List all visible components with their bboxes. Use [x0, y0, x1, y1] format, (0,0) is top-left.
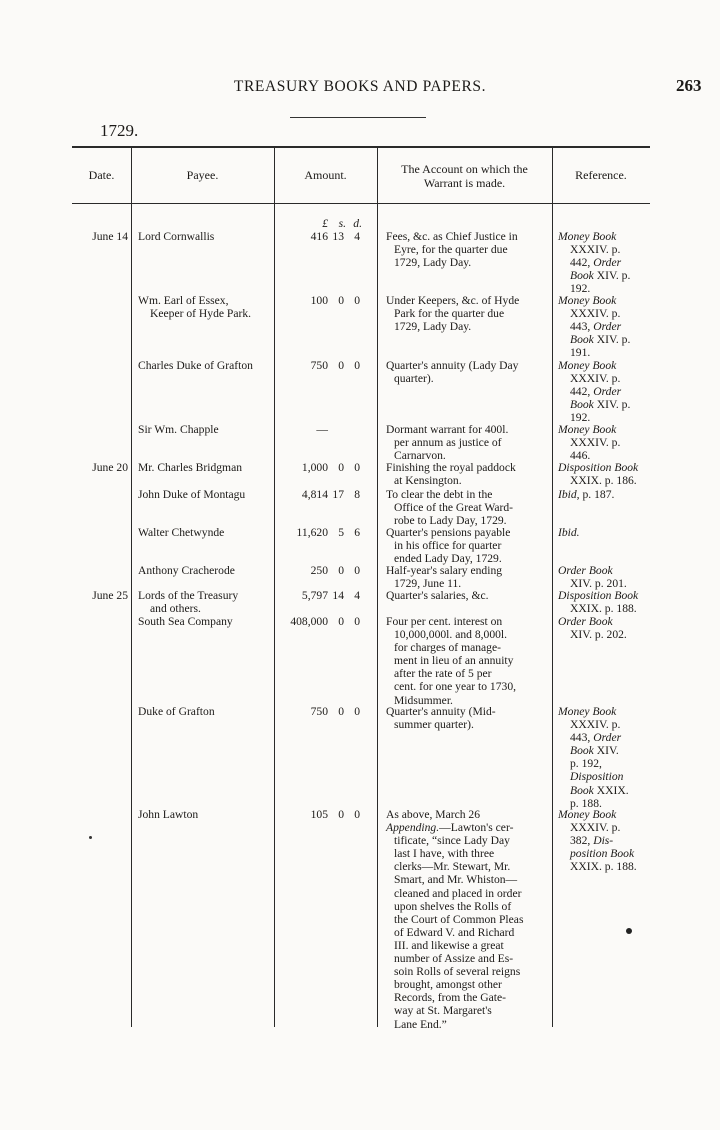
- column-rule: [131, 147, 132, 1027]
- unit-pence: d.: [353, 217, 362, 230]
- payee-line: Charles Duke of Grafton: [138, 359, 253, 372]
- reference-word: Order: [558, 564, 586, 577]
- reference-word: Disposition: [558, 589, 612, 602]
- reference-line: [558, 602, 651, 615]
- payee-line: Walter Chetwynde: [138, 526, 225, 539]
- row-date: June 14: [92, 230, 128, 243]
- reference-line: [558, 488, 651, 501]
- reference-line: [558, 564, 651, 577]
- table-header-rule: [72, 203, 650, 204]
- page-number: 263: [676, 76, 702, 95]
- row-account: [386, 461, 548, 487]
- payee-line: John Duke of Montagu: [138, 488, 246, 501]
- reference-line: [558, 847, 651, 860]
- reference-line: [558, 230, 651, 243]
- reference-word: XXIX.: [570, 474, 602, 488]
- account-line: Quarter's pensions payable: [386, 526, 511, 539]
- header-date: Date.: [88, 168, 115, 182]
- amount-pence: 0: [354, 615, 360, 628]
- account-line: Quarter's annuity (Lady Day: [386, 359, 519, 372]
- amount-pounds: 750: [310, 359, 328, 372]
- payee-line: and others.: [150, 602, 201, 616]
- reference-word: 187.: [594, 488, 615, 501]
- reference-word: p.: [621, 333, 631, 347]
- reference-word: Book: [592, 423, 617, 436]
- account-line: Lane End.”: [394, 1017, 447, 1031]
- reference-line: [558, 757, 651, 770]
- amount-pounds: 408,000: [290, 615, 328, 628]
- reference-word: Money: [558, 294, 590, 307]
- reference-line: [558, 243, 651, 256]
- account-line: 1729, Lady Day.: [394, 320, 472, 334]
- amount-shillings: 17: [332, 488, 344, 501]
- reference-word: 201.: [606, 577, 627, 591]
- row-reference: [558, 526, 651, 539]
- reference-line: [558, 474, 651, 487]
- account-line: To clear the debt in the: [386, 488, 493, 501]
- column-rule: [377, 147, 378, 1027]
- reference-word: p.: [570, 796, 579, 810]
- row-account: [386, 589, 548, 602]
- account-line: tificate, “since Lady Day: [394, 834, 510, 848]
- account-line: Appending.—Lawton's cer-: [386, 821, 514, 835]
- reference-word: p.: [611, 372, 621, 386]
- reference-word: 186.: [616, 474, 637, 488]
- row-amount: [278, 423, 368, 436]
- reference-line: [558, 320, 651, 333]
- reference-word: Book: [592, 230, 617, 243]
- payee-line: Anthony Cracherode: [138, 564, 235, 577]
- reference-word: XIV.: [596, 398, 619, 412]
- amount-pounds: 250: [310, 564, 328, 577]
- reference-line: [558, 436, 651, 449]
- unit-shillings: s.: [338, 217, 346, 230]
- row-reference: [558, 230, 651, 295]
- reference-word: Order: [593, 385, 622, 399]
- row-payee: [138, 705, 274, 718]
- reference-line: [558, 615, 651, 628]
- column-rule: [274, 147, 275, 1027]
- reference-word: p.: [604, 860, 614, 874]
- reference-word: XXIX.: [570, 602, 602, 616]
- row-amount: [278, 564, 368, 577]
- amount-shillings: 14: [332, 589, 344, 602]
- row-reference: [558, 564, 651, 590]
- payee-line: Lords of the Treasury: [138, 589, 239, 602]
- reference-word: Money: [558, 230, 590, 243]
- row-payee: [138, 526, 274, 539]
- row-amount: [278, 461, 368, 474]
- reference-line: [558, 784, 651, 797]
- account-line: 1729, Lady Day.: [394, 256, 472, 270]
- account-line: ment in lieu of an annuity: [394, 654, 514, 668]
- reference-word: XXXIV.: [570, 821, 609, 835]
- account-line: number of Assize and Es-: [394, 952, 514, 966]
- amount-pence: 0: [354, 294, 360, 307]
- table-top-rule: [72, 146, 650, 148]
- header-payee: Payee.: [186, 168, 219, 182]
- amount-shillings: 0: [338, 808, 344, 821]
- row-account: [386, 615, 548, 707]
- reference-line: [558, 256, 651, 269]
- row-account: [386, 808, 548, 1031]
- reference-word: Money: [558, 423, 590, 436]
- account-line: Finishing the royal paddock: [386, 461, 516, 474]
- reference-word: XXXIV.: [570, 307, 609, 321]
- account-line: Carnarvon.: [394, 449, 446, 463]
- reference-line: [558, 744, 651, 757]
- reference-line: [558, 294, 651, 307]
- reference-word: Disposition: [570, 770, 624, 784]
- reference-word: Disposition: [558, 461, 612, 474]
- account-line: ended Lady Day, 1729.: [394, 552, 502, 566]
- row-reference: [558, 359, 651, 424]
- reference-line: [558, 372, 651, 385]
- account-line: Office of the Great Ward-: [394, 501, 514, 515]
- amount-pounds: 5,797: [301, 589, 328, 602]
- amount-shillings: 0: [338, 705, 344, 718]
- reference-word: Book: [570, 398, 594, 412]
- reference-line: [558, 359, 651, 372]
- row-account: [386, 230, 548, 269]
- account-line: Under Keepers, &c. of Hyde: [386, 294, 520, 307]
- header-account-line: The Account on which the: [401, 162, 528, 176]
- row-amount: [278, 705, 368, 718]
- reference-word: XXXIV.: [570, 436, 609, 450]
- header-amount: Amount.: [304, 168, 347, 182]
- margin-mark: [89, 836, 92, 839]
- reference-line: [558, 333, 651, 346]
- row-amount: [278, 230, 368, 243]
- reference-word: Money: [558, 705, 590, 718]
- amount-shillings: 0: [338, 359, 344, 372]
- reference-word: XIV.: [596, 333, 619, 347]
- amount-shillings: 0: [338, 461, 344, 474]
- row-date: June 25: [92, 589, 128, 602]
- reference-word: XIV.: [596, 269, 619, 283]
- payee-line: Duke of Grafton: [138, 705, 215, 718]
- reference-word: 188.: [616, 602, 637, 616]
- reference-word: 192.: [570, 411, 591, 425]
- amount-pounds: 1,000: [301, 461, 328, 474]
- row-date: June 20: [92, 461, 128, 474]
- account-line: after the rate of 5 per: [394, 667, 492, 681]
- account-line: Park for the quarter due: [394, 307, 505, 321]
- reference-line: [558, 705, 651, 718]
- account-line: soin Rolls of several reigns: [394, 965, 521, 979]
- amount-pence: 0: [354, 705, 360, 718]
- reference-word: Book: [570, 269, 594, 283]
- payee-line: Sir Wm. Chapple: [138, 423, 219, 436]
- account-line: III. and likewise a great: [394, 938, 504, 952]
- row-payee: [138, 488, 274, 501]
- reference-word: 382,: [570, 834, 591, 848]
- amount-pounds: 416: [310, 230, 328, 243]
- payee-line: South Sea Company: [138, 615, 233, 628]
- row-reference: [558, 705, 651, 810]
- account-line: upon shelves the Rolls of: [394, 899, 512, 913]
- reference-word: Book: [570, 333, 594, 347]
- amount-pence: 0: [354, 359, 360, 372]
- row-amount: [278, 526, 368, 539]
- reference-line: [558, 860, 651, 873]
- row-reference: [558, 808, 651, 873]
- row-account: [386, 526, 548, 565]
- reference-word: p.: [604, 602, 614, 616]
- header-account-line: Warrant is made.: [423, 176, 506, 190]
- margin-mark: [626, 928, 632, 934]
- reference-line: [558, 269, 651, 282]
- account-line: 10,000,000l. and 8,000l.: [394, 628, 508, 642]
- row-account: [386, 423, 548, 462]
- payee-line: Keeper of Hyde Park.: [150, 307, 252, 321]
- page-header-title: TREASURY BOOKS AND PAPERS.: [233, 78, 487, 95]
- account-line: at Kensington.: [394, 474, 462, 488]
- row-payee: [138, 615, 274, 628]
- reference-word: 192.: [570, 282, 591, 296]
- reference-line: [558, 821, 651, 834]
- reference-word: 442,: [570, 256, 591, 270]
- account-line: cent. for one year to 1730,: [394, 680, 517, 694]
- payee-line: Wm. Earl of Essex,: [138, 294, 229, 307]
- reference-word: Money: [558, 359, 590, 372]
- account-line: robe to Lady Day, 1729.: [394, 514, 507, 528]
- reference-word: XXIX.: [570, 860, 602, 874]
- row-amount: [278, 589, 368, 602]
- row-reference: [558, 488, 651, 501]
- reference-word: Book: [614, 461, 639, 474]
- reference-line: [558, 346, 651, 359]
- account-line: way at St. Margaret's: [394, 1004, 492, 1018]
- amount-pence: 6: [354, 526, 360, 539]
- reference-word: Money: [558, 808, 590, 821]
- amount-shillings: 0: [338, 615, 344, 628]
- row-amount: [278, 615, 368, 628]
- amount-pence: 8: [354, 488, 360, 501]
- account-line: Quarter's salaries, &c.: [386, 589, 489, 602]
- reference-word: Ibid.: [558, 526, 580, 539]
- reference-word: 443,: [570, 320, 591, 334]
- reference-word: XXXIV.: [570, 243, 609, 257]
- reference-word: p.: [582, 488, 592, 501]
- payee-line: Lord Cornwallis: [138, 230, 215, 243]
- amount-shillings: 5: [338, 526, 344, 539]
- amount-pence: 4: [354, 230, 360, 243]
- reference-word: XIV.: [596, 744, 619, 758]
- amount-pence: 0: [354, 808, 360, 821]
- reference-word: 443,: [570, 731, 591, 745]
- payee-line: Mr. Charles Bridgman: [138, 461, 243, 474]
- row-reference: [558, 294, 651, 359]
- reference-word: Book: [614, 589, 639, 602]
- reference-word: 188.: [581, 796, 602, 810]
- amount-shillings: 13: [332, 230, 344, 243]
- row-amount: [278, 359, 368, 372]
- reference-word: Book: [610, 847, 635, 861]
- account-line: cleaned and placed in order: [394, 886, 522, 900]
- column-rule: [552, 147, 553, 1027]
- reference-word: Order: [558, 615, 586, 628]
- row-account: [386, 359, 548, 385]
- account-line: Quarter's annuity (Mid-: [386, 705, 496, 718]
- row-payee: [138, 461, 274, 474]
- row-account: [386, 564, 548, 590]
- row-payee: [138, 423, 274, 436]
- reference-line: [558, 385, 651, 398]
- account-line-emphasis: Appending.: [386, 821, 440, 835]
- amount-pence: 4: [354, 589, 360, 602]
- account-line: Eyre, for the quarter due: [394, 243, 508, 257]
- amount-pence: 0: [354, 564, 360, 577]
- row-amount: [278, 294, 368, 307]
- reference-word: Ibid,: [558, 488, 580, 501]
- reference-word: Order: [593, 256, 622, 270]
- reference-word: 188.: [616, 860, 637, 874]
- row-reference: [558, 615, 651, 641]
- account-line: per annum as justice of: [394, 436, 502, 450]
- row-reference: [558, 461, 651, 487]
- account-line: 1729, June 11.: [394, 577, 462, 591]
- account-line: Smart, and Mr. Whiston—: [394, 873, 518, 887]
- account-line: quarter).: [394, 372, 434, 386]
- reference-word: 191.: [570, 346, 591, 360]
- account-line: Four per cent. interest on: [386, 615, 503, 628]
- reference-line: [558, 731, 651, 744]
- account-line: of Edward V. and Richard: [394, 925, 515, 939]
- reference-word: Book: [588, 564, 613, 577]
- account-line: summer quarter).: [394, 718, 474, 732]
- reference-word: p.: [594, 628, 604, 642]
- reference-word: XXXIV.: [570, 718, 609, 732]
- row-account: [386, 488, 548, 527]
- row-payee: [138, 359, 274, 372]
- reference-word: 192,: [581, 757, 602, 771]
- reference-word: p.: [611, 821, 621, 835]
- reference-line: [558, 718, 651, 731]
- row-account: [386, 705, 548, 731]
- reference-word: XXIX.: [596, 783, 629, 797]
- reference-word: Order: [593, 320, 622, 334]
- reference-word: p.: [621, 269, 631, 283]
- row-payee: [138, 589, 274, 615]
- reference-line: [558, 770, 651, 783]
- reference-word: XIV.: [570, 628, 593, 642]
- reference-word: Book: [592, 808, 617, 821]
- reference-word: Order: [593, 731, 622, 745]
- account-line: Half-year's salary ending: [386, 564, 503, 577]
- reference-word: p.: [570, 757, 579, 771]
- amount-pence: 0: [354, 461, 360, 474]
- account-line: Midsummer.: [394, 693, 453, 707]
- account-line: brought, amongst other: [394, 978, 502, 992]
- account-line: last I have, with three: [394, 847, 495, 861]
- reference-word: p.: [604, 474, 614, 488]
- amount-pounds: —: [316, 423, 328, 436]
- reference-line: [558, 398, 651, 411]
- account-line: Fees, &c. as Chief Justice in: [386, 230, 518, 243]
- row-reference: [558, 589, 651, 615]
- reference-word: Book: [592, 359, 617, 372]
- reference-word: p.: [621, 398, 631, 412]
- reference-word: 202.: [606, 628, 627, 642]
- reference-line: [558, 808, 651, 821]
- row-amount: [278, 808, 368, 821]
- amount-pounds: 105: [310, 808, 328, 821]
- row-amount: [278, 488, 368, 501]
- currency-units: [278, 217, 368, 230]
- reference-word: p.: [611, 243, 621, 257]
- reference-line: [558, 423, 651, 436]
- year-heading: 1729.: [100, 121, 139, 140]
- account-line: the Court of Common Pleas: [394, 912, 524, 926]
- unit-pounds: £: [322, 217, 328, 230]
- account-line: in his office for quarter: [394, 539, 502, 553]
- amount-shillings: 0: [338, 564, 344, 577]
- reference-word: 442,: [570, 385, 591, 399]
- amount-pounds: 750: [310, 705, 328, 718]
- payee-line: John Lawton: [138, 808, 199, 821]
- reference-word: Book: [570, 783, 594, 797]
- reference-word: p.: [611, 718, 621, 732]
- reference-word: Book: [592, 705, 617, 718]
- reference-word: XIV.: [570, 577, 593, 591]
- amount-shillings: 0: [338, 294, 344, 307]
- amount-pounds: 100: [310, 294, 328, 307]
- reference-word: Book: [588, 615, 613, 628]
- reference-word: p.: [594, 577, 604, 591]
- account-line: As above, March 26: [386, 808, 481, 821]
- reference-word: position: [570, 847, 608, 861]
- reference-line: [558, 589, 651, 602]
- reference-word: Dis-: [593, 834, 614, 848]
- account-line: for charges of manage-: [394, 641, 501, 655]
- row-payee: [138, 564, 274, 577]
- reference-word: p.: [611, 307, 621, 321]
- row-payee: [138, 230, 274, 243]
- row-payee: [138, 294, 274, 320]
- row-payee: [138, 808, 274, 821]
- account-line: Dormant warrant for 400l.: [386, 423, 509, 436]
- amount-pounds: 4,814: [301, 488, 328, 501]
- header-account: [377, 162, 552, 190]
- reference-line: [558, 307, 651, 320]
- reference-line: [558, 834, 651, 847]
- reference-word: Book: [592, 294, 617, 307]
- reference-line: [558, 461, 651, 474]
- account-line: clerks—Mr. Stewart, Mr.: [394, 860, 511, 874]
- reference-word: 446.: [570, 449, 591, 463]
- row-account: [386, 294, 548, 333]
- reference-word: Book: [570, 744, 594, 758]
- account-line: Records, from the Gate-: [394, 991, 507, 1005]
- reference-word: p.: [611, 436, 621, 450]
- reference-word: XXXIV.: [570, 372, 609, 386]
- row-reference: [558, 423, 651, 462]
- header-reference: Reference.: [575, 168, 627, 182]
- reference-line: [558, 526, 651, 539]
- reference-line: [558, 628, 651, 641]
- amount-pounds: 11,620: [296, 526, 328, 539]
